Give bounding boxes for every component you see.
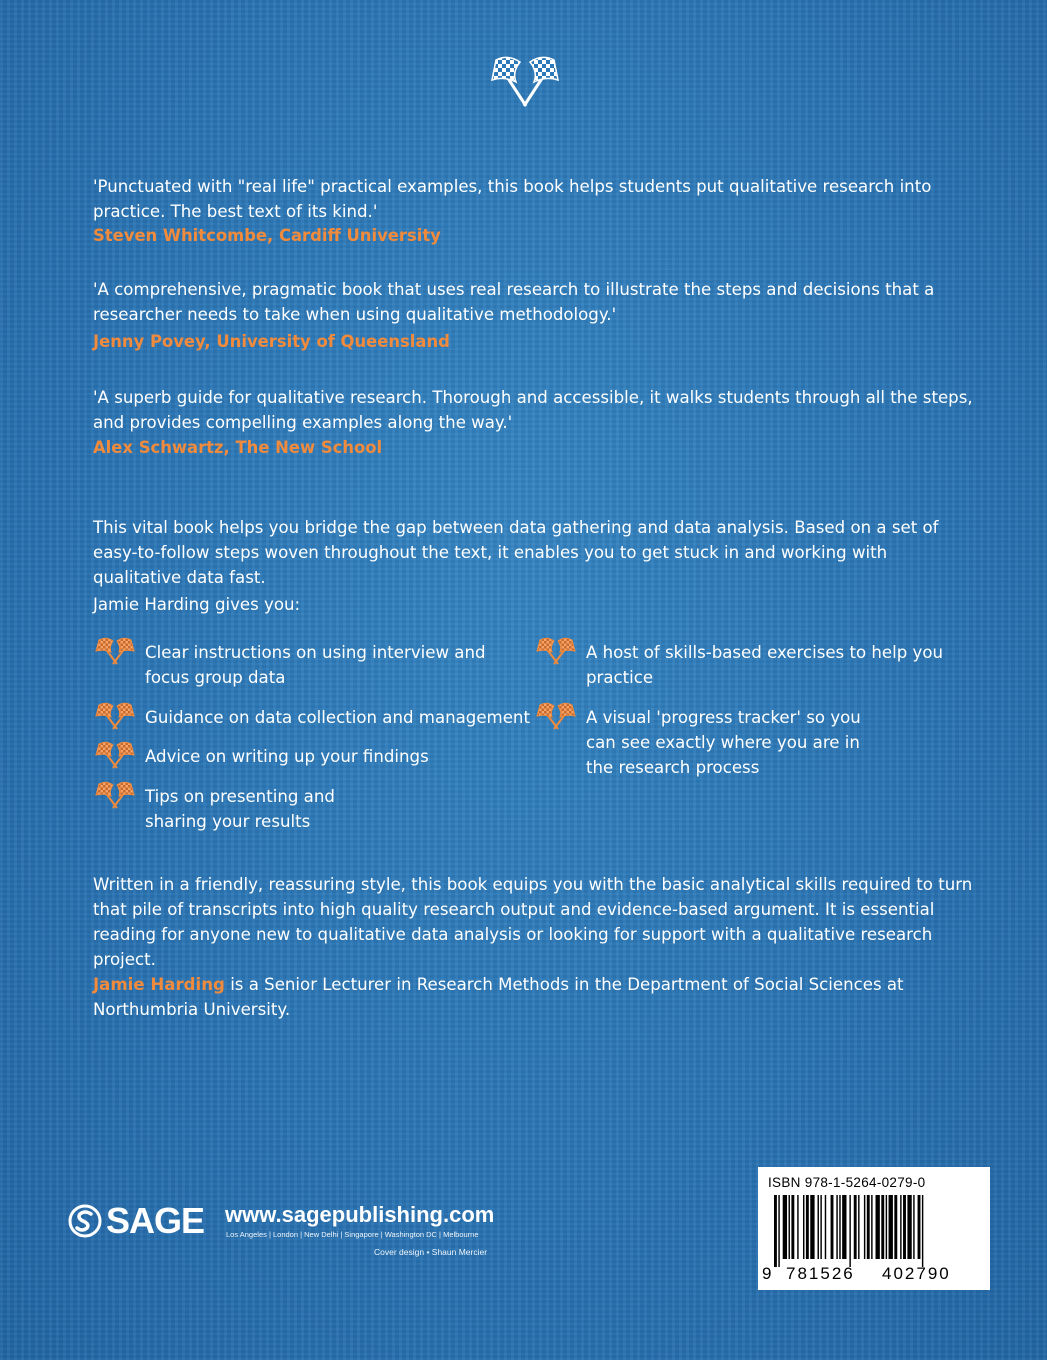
checkered-flags-icon [482, 52, 568, 110]
barcode-digits-2: 402790 [882, 1264, 951, 1283]
isbn-label: ISBN 978-1-5264-0279-0 [768, 1175, 926, 1190]
barcode-bar [886, 1195, 887, 1259]
barcode-bar [778, 1195, 779, 1267]
barcode-bar [876, 1195, 880, 1259]
barcode-bar [881, 1195, 884, 1259]
bullet-right-1: A host of skills-based exercises to help you practice [534, 640, 954, 690]
bullet-left-4: Tips on presenting and sharing your results [93, 784, 393, 834]
flag-bullet-icon [93, 636, 137, 666]
review-author-3: Alex Schwartz, The New School [93, 438, 383, 457]
publisher-cities: Los Angeles | London | New Delhi | Singapore | Washington DC | Melbourne [226, 1230, 479, 1239]
intro-paragraph: This vital book helps you bridge the gap between data gathering and data analysis. Based on a set of easy-to-follow steps woven throughout the text, it enables you to get stuck in and working with qualitative data fast. [93, 518, 939, 587]
bullet-left-3: Advice on writing up your findings [93, 744, 533, 770]
barcode-bar [864, 1195, 865, 1259]
bullet-left-1: Clear instructions on using interview and focus group data [93, 640, 533, 690]
flag-bullet-icon [534, 701, 578, 731]
barcode-bar [818, 1195, 819, 1259]
gives-you-heading: Jamie Harding gives you: [93, 595, 301, 614]
barcode-bar [907, 1195, 911, 1259]
barcode-bar [922, 1195, 923, 1267]
bullet-left-2: Guidance on data collection and management [93, 705, 533, 731]
flag-bullet-icon [534, 636, 578, 666]
publisher-url: www.sagepublishing.com [225, 1202, 495, 1227]
barcode-bar [820, 1195, 821, 1259]
flag-bullet-icon [93, 780, 137, 810]
bullet-right-2: A visual 'progress tracker' so you can see exactly where you are in the research process [534, 705, 874, 780]
isbn-barcode [758, 1167, 990, 1290]
barcode-digits-1: 781526 [786, 1264, 855, 1283]
flag-bullet-icon [93, 740, 137, 770]
barcode-lead-digit: 9 [762, 1264, 772, 1283]
sage-logo: SAGE [68, 1200, 204, 1242]
barcode-bar [836, 1195, 837, 1259]
summary-paragraph: Written in a friendly, reassuring style, this book equips you with the basic analytical skills required to turn that pile of transcripts into high quality research output and evidence-based argument. It is essential reading for anyone new to qualitative data analysis or looking for support with a qualitative research project. [93, 875, 973, 969]
cover-design-credit: Cover design • Shaun Mercier [374, 1247, 488, 1257]
barcode-bar [797, 1195, 798, 1259]
barcode-bar [900, 1195, 901, 1259]
barcode-bar [839, 1195, 840, 1259]
barcode-bar [903, 1195, 906, 1259]
review-author-1: Steven Whitcombe, Cardiff University [93, 226, 441, 245]
author-bio: Jamie Harding is a Senior Lecturer in Research Methods in the Department of Social Sciences at Northumbria University. [93, 975, 904, 1019]
barcode-bar [789, 1195, 790, 1259]
barcode-bar [825, 1195, 826, 1259]
barcode-bar [783, 1195, 787, 1259]
barcode-bar [810, 1195, 814, 1259]
barcode-bar [918, 1195, 921, 1259]
barcode-bar [854, 1195, 857, 1259]
review-quote-1: 'Punctuated with "real life" practical examples, this book helps students put qualitative research into practice. The best text of its kind.' [93, 177, 932, 221]
barcode-bar [889, 1195, 893, 1259]
review-author-2: Jenny Povey, University of Queensland [93, 332, 450, 351]
barcode-bar [894, 1195, 897, 1259]
barcode-bar [858, 1195, 859, 1259]
barcode-bar [774, 1195, 777, 1267]
barcode-bar [803, 1195, 804, 1259]
author-name: Jamie Harding [93, 975, 225, 994]
barcode-bar [831, 1195, 834, 1259]
flag-bullet-icon [93, 701, 137, 731]
sage-emblem-icon [68, 1204, 102, 1238]
barcode-bar [913, 1195, 914, 1259]
barcode-bar [849, 1195, 850, 1267]
barcode-bar [867, 1195, 870, 1259]
barcode-bar [842, 1195, 846, 1259]
barcode-bar [871, 1195, 872, 1259]
barcode-bar [791, 1195, 794, 1259]
review-quote-3: 'A superb guide for qualitative research. Thorough and accessible, it walks students through all the steps, and provides compelling examples along the way.' [93, 388, 973, 432]
barcode-bar [806, 1195, 809, 1259]
review-quote-2: 'A comprehensive, pragmatic book that uses real research to illustrate the steps and decisions that a researcher needs to take when using qualitative methodology.' [93, 280, 935, 324]
barcode-bars [774, 1195, 980, 1267]
